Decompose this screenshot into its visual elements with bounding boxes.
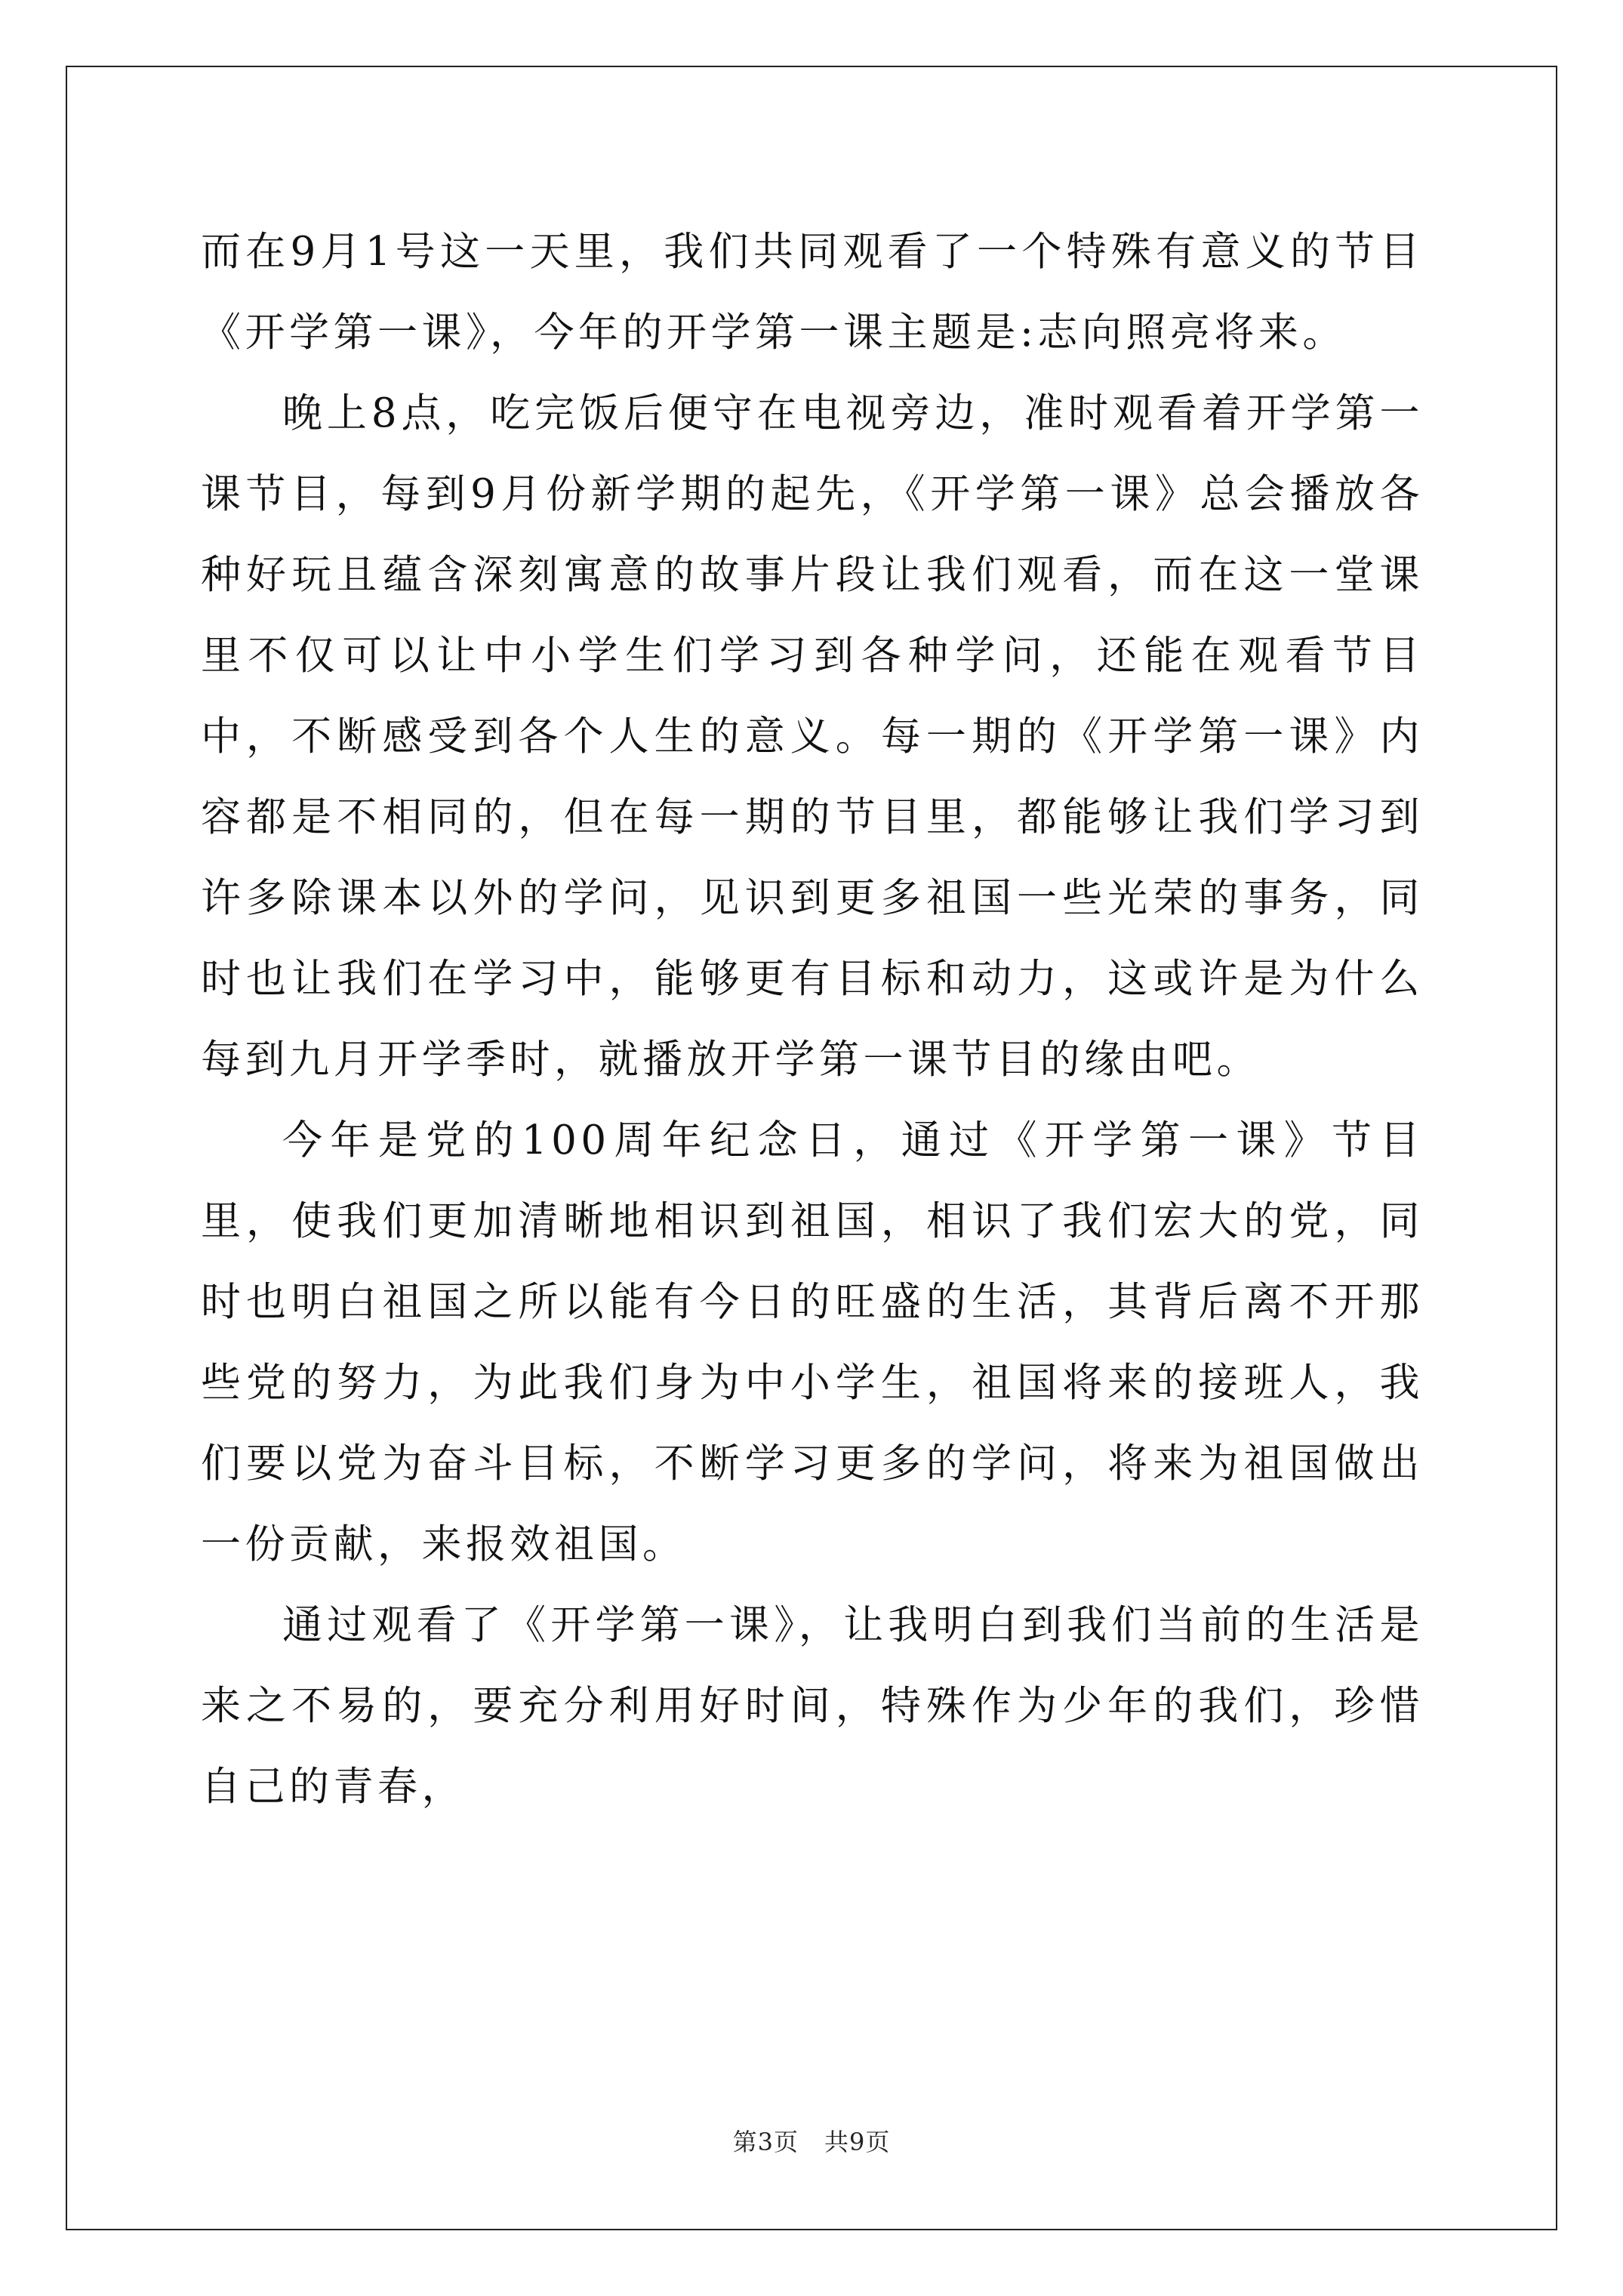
paragraph-3: 今年是党的100周年纪念日，通过《开学第一课》节目里，使我们更加清晰地相识到祖国，相识了我们宏大的党，同时也明白祖国之所以能有今日的旺盛的生活，其背后离不开那些党的努力，为此我们身为中小学生，祖国将来的接班人，我们要以党为奋斗目标，不断学习更多的学问，将来为祖国做出一份贡献，来报效祖国。 (201, 1117, 1424, 1567)
paragraph-4: 通过观看了《开学第一课》，让我明白到我们当前的生活是来之不易的，要充分利用好时间，特殊作为少年的我们，珍惜自己的青春， (201, 1602, 1424, 1810)
paragraph-1: 而在9月1号这一天里，我们共同观看了一个特殊有意义的节目《开学第一课》，今年的开学第一课主题是:志向照亮将来。 (201, 229, 1424, 356)
page-total: 共9页 (824, 2128, 891, 2156)
page-number: 第3页 (732, 2128, 799, 2156)
page-footer (0, 2123, 1623, 2158)
paragraph-2: 晚上8点，吃完饭后便守在电视旁边，准时观看着开学第一课节目，每到9月份新学期的起先，《开学第一课》总会播放各种好玩且蕴含深刻寓意的故事片段让我们观看，而在这一堂课里不仅可以让中小学生们学习到各种学问，还能在观看节目中，不断感受到各个人生的意义。每一期的《开学第一课》内容都是不相同的，但在每一期的节目里，都能够让我们学习到许多除课本以外的学问，见识到更多祖国一些光荣的事务，同时也让我们在学习中，能够更有目标和动力，这或许是为什么每到九月开学季时，就播放开学第一课节目的缘由吧。 (201, 390, 1424, 1083)
document-body (201, 211, 1424, 1827)
